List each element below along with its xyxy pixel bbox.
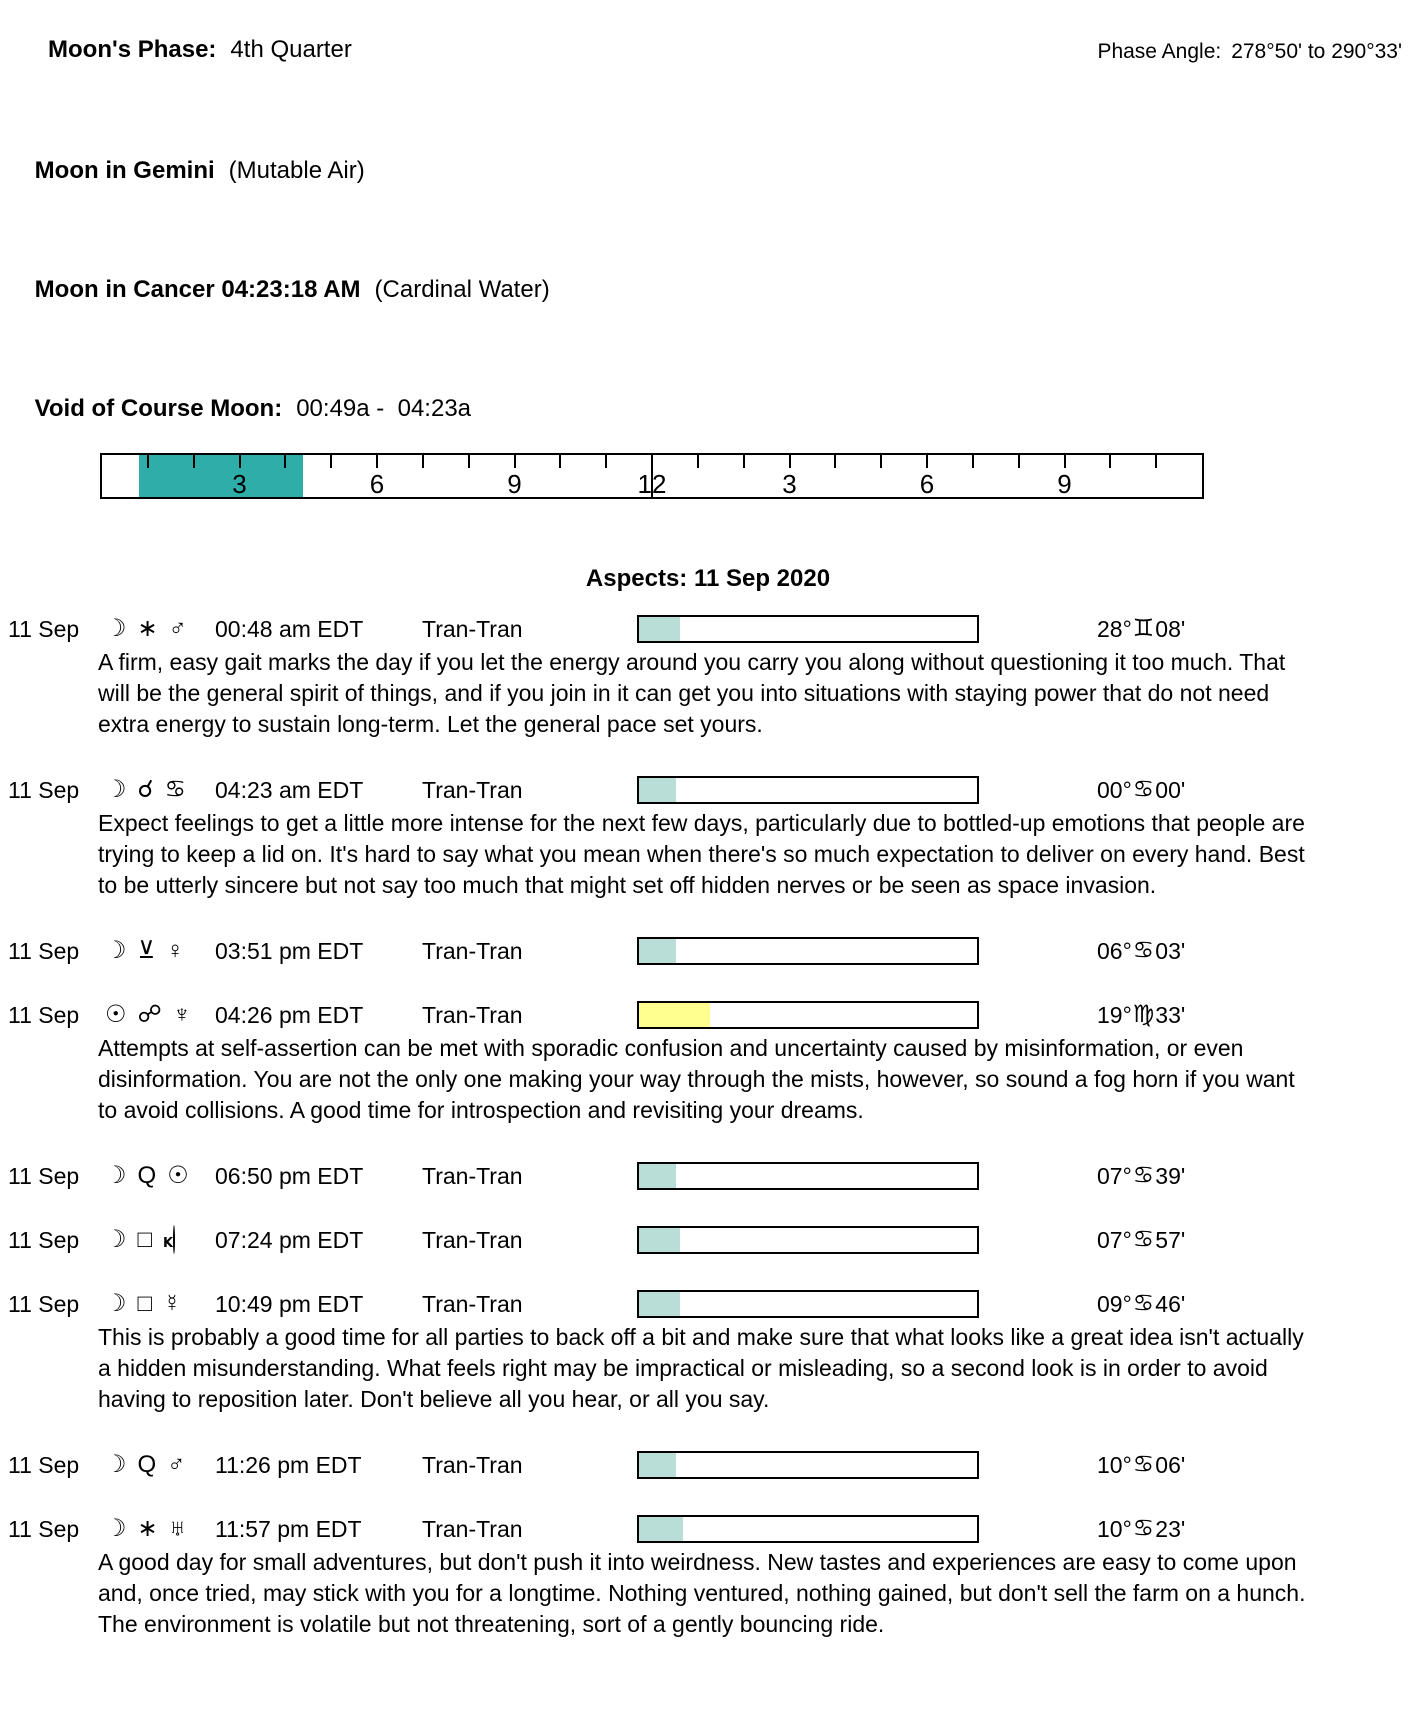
moon-icon: ☽ (105, 937, 127, 964)
ruler-tick (605, 455, 607, 468)
square-icon: □ (137, 1226, 153, 1253)
aspect-entry (8, 776, 1408, 901)
uranus-icon: ♅ (168, 1515, 187, 1542)
orb-strength-fill (639, 939, 676, 963)
aspect-row (8, 1515, 1408, 1543)
ruler-hour-label: 3 (782, 469, 797, 499)
ruler-hour-label: 3 (232, 469, 247, 499)
aspect-date: 11 Sep (8, 938, 80, 964)
cancer-icon: ♋ (1132, 1290, 1155, 1317)
ruler-tick (1064, 455, 1066, 468)
aspect-date: 11 Sep (8, 1227, 80, 1253)
aspect-glyphs (105, 1227, 215, 1253)
moon-icon: ☽ (105, 1162, 127, 1189)
aspect-entry (8, 615, 1408, 740)
orb-strength-fill (639, 1453, 676, 1477)
orb-strength-bar (637, 1515, 979, 1543)
ruler-tick (147, 455, 149, 468)
aspect-type: Tran-Tran (422, 1163, 523, 1189)
sun-icon: ☉ (105, 1001, 127, 1028)
aspect-interpretation: Attempts at self-assertion can be met with sporadic confusion and uncertainty caused by misinformation, or even disinformation. You are not the only one making your way through the mists, however, so sound a fog horn if you want to avoid collisions. A good time for introspection and revisiting your dreams. (98, 1035, 1295, 1123)
aspect-date: 11 Sep (8, 1291, 80, 1317)
void-of-course-label: Void of Course Moon: (34, 395, 283, 422)
aspect-position: 09° ♋ 46' (1097, 1290, 1186, 1317)
aspect-date: 11 Sep (8, 1002, 80, 1028)
mercury-icon: ☿ (163, 1290, 182, 1317)
aspect-position: 07° ♋ 57' (1097, 1226, 1186, 1253)
ruler-tick (697, 455, 699, 468)
aspect-date: 11 Sep (8, 616, 80, 642)
aspect-interpretation: A firm, easy gait marks the day if you let the energy around you carry you along without questioning it too much. That will be the general spirit of things, and if you join in it can get you into situations with staying power that do not need extra energy to sustain long-term. Let the general pace set yours. (98, 649, 1286, 737)
ruler-tick (1109, 455, 1111, 468)
aspect-time: 11:26 pm EDT (215, 1452, 362, 1478)
aspect-interpretation: Expect feelings to get a little more intense for the next few days, particularly due to bottled-up emotions that people are trying to keep a lid on. It's hard to say what you mean when there's so much expectation to deliver on every hand. Best to be utterly sincere but not say too much that might set off hidden nerves or be seen as space invasion. (98, 810, 1305, 898)
moon-ingress-line (8, 248, 1408, 332)
aspect-time: 06:50 pm EDT (215, 1163, 364, 1189)
aspect-row (8, 937, 1408, 965)
neptune-icon: ♆ (172, 1001, 191, 1028)
orb-strength-bar (637, 937, 979, 965)
moon-phase-line (8, 8, 1408, 94)
cancer-icon: ♋ (1132, 937, 1155, 964)
square-icon: □ (137, 1290, 153, 1317)
aspect-time: 07:24 pm EDT (215, 1227, 364, 1253)
aspect-row (8, 1001, 1408, 1029)
ruler-tick (972, 455, 974, 468)
aspect-date: 11 Sep (8, 777, 80, 803)
ruler-tick (789, 455, 791, 468)
moon-icon: ☽ (105, 776, 127, 803)
orb-strength-fill (639, 1292, 680, 1316)
cancer-icon: ♋ (1132, 776, 1155, 803)
aspect-position: 00° ♋ 00' (1097, 776, 1186, 803)
orb-strength-bar (637, 1226, 979, 1254)
orb-strength-bar (637, 1001, 979, 1029)
ruler-tick (514, 455, 516, 468)
orb-strength-bar (637, 615, 979, 643)
orb-strength-bar (637, 776, 979, 804)
ruler-hour-label: 12 (637, 469, 667, 499)
ruler-tick (468, 455, 470, 468)
moon-icon: ☽ (105, 1290, 127, 1317)
orb-strength-fill (639, 617, 680, 641)
aspect-row (8, 615, 1408, 643)
aspect-glyphs (105, 1163, 215, 1189)
aspect-glyphs (105, 1452, 215, 1478)
aspect-glyphs (105, 1291, 215, 1317)
ruler-tick (834, 455, 836, 468)
aspect-row (8, 1451, 1408, 1479)
aspect-date: 11 Sep (8, 1516, 80, 1542)
aspect-position: 07° ♋ 39' (1097, 1162, 1186, 1189)
aspect-type: Tran-Tran (422, 1291, 523, 1317)
aspect-row (8, 1226, 1408, 1254)
aspect-position: 06° ♋ 03' (1097, 937, 1186, 964)
aspect-date: 11 Sep (8, 1163, 80, 1189)
phase-angle-value: 278°50' to 290°33' (1231, 40, 1402, 63)
cancer-icon: ♋ (1132, 1226, 1155, 1253)
aspect-type: Tran-Tran (422, 777, 523, 803)
orb-strength-bar (637, 1290, 979, 1318)
aspect-glyphs (105, 777, 215, 803)
aspect-entry (8, 937, 1408, 965)
aspect-type: Tran-Tran (422, 1516, 523, 1542)
aspect-glyphs (105, 1516, 215, 1542)
ruler-tick (559, 455, 561, 468)
sesquiquadrate-icon: Q (137, 1451, 157, 1478)
aspects-heading: Aspects: 11 Sep 2020 (585, 565, 831, 592)
aspect-position: 19° ♍ 33' (1097, 1001, 1186, 1028)
aspect-time: 10:49 pm EDT (215, 1291, 364, 1317)
aspect-position: 10° ♋ 23' (1097, 1515, 1186, 1542)
ruler-hour-label: 9 (1057, 469, 1072, 499)
moon-ingress-element: (Cardinal Water) (374, 276, 550, 303)
ruler-tick (1155, 455, 1157, 468)
sextile-icon: ∗ (137, 615, 158, 642)
ruler-tick (284, 455, 286, 468)
orb-strength-fill (639, 1164, 676, 1188)
ruler-tick (193, 455, 195, 468)
void-of-course-ruler (100, 453, 1204, 499)
virgo-icon: ♍ (1132, 1001, 1155, 1028)
moon-ingress-label: Moon in Cancer 04:23:18 AM (34, 276, 361, 303)
mars-icon: ♂ (168, 615, 187, 642)
moon-phase-left (8, 8, 352, 92)
aspect-time: 03:51 pm EDT (215, 938, 364, 964)
opposition-icon: ☍ (137, 1001, 162, 1028)
aspect-type: Tran-Tran (422, 616, 523, 642)
moon-sign-line (8, 129, 1408, 213)
aspect-type: Tran-Tran (422, 1002, 523, 1028)
orb-strength-bar (637, 1451, 979, 1479)
ruler-hour-label: 6 (919, 469, 935, 499)
orb-strength-fill (639, 1517, 683, 1541)
aspect-time: 11:57 pm EDT (215, 1516, 362, 1542)
aspect-position: 28° ♊ 08' (1097, 615, 1186, 642)
aspect-glyphs (105, 616, 215, 642)
aspect-interpretation: A good day for small adventures, but don't push it into weirdness. New tastes and experiences are easy to come upon and, once tried, may stick with you for a longtime. Nothing ventured, nothing gained, but don't sell the farm on a hunch. The environment is volatile but not threatening, sort of a gently bouncing ride. (98, 1549, 1306, 1637)
aspect-entry (8, 1290, 1408, 1415)
aspect-entry (8, 1162, 1408, 1190)
conjunction-icon: ☌ (137, 776, 154, 803)
ruler-tick (376, 455, 378, 468)
chiron-icon: K (163, 1228, 175, 1252)
moons-phase-label: Moon's Phase: (48, 36, 217, 63)
ruler-tick (239, 455, 241, 468)
aspect-time: 04:26 pm EDT (215, 1002, 364, 1028)
aspect-list (8, 615, 1408, 1640)
sun-icon: ☉ (167, 1162, 189, 1189)
orb-strength-bar (637, 1162, 979, 1190)
aspect-entry (8, 1515, 1408, 1640)
sextile-icon: ∗ (137, 1515, 158, 1542)
aspect-type: Tran-Tran (422, 1227, 523, 1253)
aspect-time: 04:23 am EDT (215, 777, 364, 803)
ruler-tick (880, 455, 882, 468)
moon-icon: ☽ (105, 1515, 127, 1542)
quincunx-icon: ⊻ (137, 937, 156, 964)
ruler-hour-label: 6 (369, 469, 385, 499)
void-of-course-times: 00:49a - 04:23a (296, 395, 472, 422)
aspect-row (8, 1162, 1408, 1190)
moon-sign-element: (Mutable Air) (228, 157, 365, 184)
aspect-time: 00:48 am EDT (215, 616, 364, 642)
cancer-icon: ♋ (1132, 1162, 1155, 1189)
void-period-highlight (139, 455, 302, 497)
aspect-entry (8, 1001, 1408, 1126)
orb-strength-fill (639, 778, 676, 802)
venus-icon: ♀ (166, 937, 185, 964)
aspect-date: 11 Sep (8, 1452, 80, 1478)
phase-angle (1062, 10, 1402, 94)
cancer-icon: ♋ (164, 776, 187, 803)
aspect-position: 10° ♋ 06' (1097, 1451, 1186, 1478)
aspect-row (8, 776, 1408, 804)
moon-icon: ☽ (105, 1226, 127, 1253)
moon-icon: ☽ (105, 1451, 127, 1478)
ruler-hour-label: 9 (507, 469, 522, 499)
orb-strength-fill (639, 1003, 710, 1027)
ruler-tick (1018, 455, 1020, 468)
aspect-interpretation: This is probably a good time for all parties to back off a bit and make sure that what looks like a great idea isn't actually a hidden misunderstanding. What feels right may be impractical or misleading, so a second look is in order to avoid having to reposition later. Don't believe all you hear, or all you say. (98, 1324, 1304, 1412)
ruler-tick (743, 455, 745, 468)
moon-icon: ☽ (105, 615, 127, 642)
phase-angle-label: Phase Angle: (1097, 40, 1222, 63)
aspect-glyphs (105, 1002, 215, 1028)
cancer-icon: ♋ (1132, 1451, 1155, 1478)
gemini-icon: ♊ (1132, 615, 1155, 642)
void-of-course-line (8, 367, 1408, 451)
orb-strength-fill (639, 1228, 680, 1252)
moons-phase-value: 4th Quarter (230, 36, 352, 63)
ruler-tick (330, 455, 332, 468)
aspect-glyphs (105, 938, 215, 964)
ruler-tick (926, 455, 928, 468)
aspect-type: Tran-Tran (422, 1452, 523, 1478)
aspect-type: Tran-Tran (422, 938, 523, 964)
moon-sign-label: Moon in Gemini (34, 157, 215, 184)
ruler-tick (422, 455, 424, 468)
sesquiquadrate-icon: Q (137, 1162, 157, 1189)
aspect-row (8, 1290, 1408, 1318)
aspect-entry (8, 1226, 1408, 1254)
aspect-entry (8, 1451, 1408, 1479)
cancer-icon: ♋ (1132, 1515, 1155, 1542)
mars-icon: ♂ (167, 1451, 186, 1478)
